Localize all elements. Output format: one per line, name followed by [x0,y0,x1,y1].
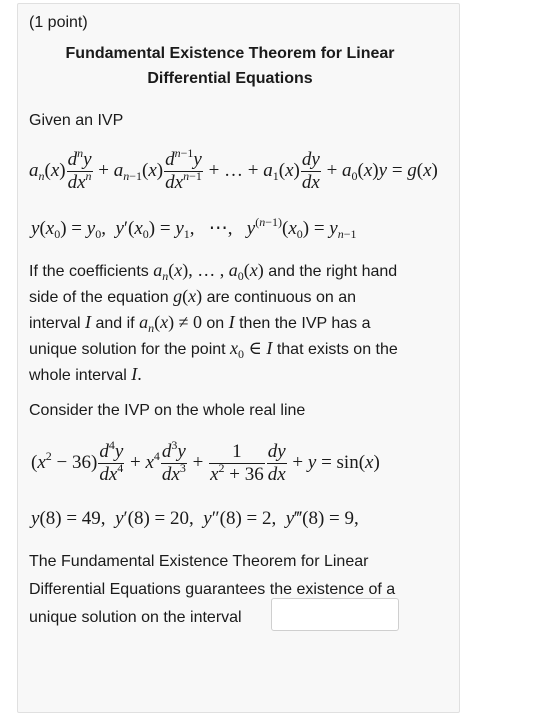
conclusion-line-1: The Fundamental Existence Theorem for Linear [29,553,369,570]
given-label: Given an IVP [29,112,124,129]
answer-input[interactable] [271,598,399,631]
specific-initial-conditions: y(8) = 49, y′(8) = 20, y″(8) = 2, y‴(8) = 9, [31,508,359,529]
theorem-line-2: side of the equation g(x) are continuous on an [29,286,357,306]
conclusion-line-2: Differential Equations guarantees the existence of a [29,581,396,598]
theorem-line-4: unique solution for the point $x_0$ ∈ I that exists on the [29,338,398,361]
consider-label: Consider the IVP on the whole real line [29,402,306,419]
points-label: (1 point) [29,14,88,31]
theorem-line-1: If the coefficients $a_n(x)$, … , $a_0(x)$ and the right hand [29,260,398,283]
specific-ode-equation: $(x^2 - 36)$ $\frac{d^4y}{dx^4}$ + $x^4$ $\frac{d^3y}{dx^3}$ + $\frac{1}{x^2 + 36}$ $\frac{dy}{dx}$ + y = sin(x) [31,438,380,485]
title-line-1: Fundamental Existence Theorem for Linear [65,45,395,62]
page-title [30,41,430,91]
general-ode-equation: $a_n(x)$ $\frac{d^ny}{dx^n}$ + $a_{n-1}(x)$ $\frac{d^{n-1}y}{dx^{n-1}}$ + … + $a_1(x)$ $\frac{dy}{dx}$ + $a_0(x)y = g(x)$ [29,146,438,193]
conclusion-line-3: unique solution on the interval [29,609,242,626]
theorem-line-3: interval I and if $a_n(x) \ne 0$ on I then the IVP has a [29,312,371,335]
title-line-2: Differential Equations [147,70,313,87]
theorem-paragraph [29,258,449,388]
general-initial-conditions: $y(x_0) = y_0$, $y'(x_0) = y_1$, ⋯, $y^{(n-1)}(x_0) = y_{n-1}$ [31,215,357,241]
theorem-line-5: whole interval I. [29,364,142,384]
